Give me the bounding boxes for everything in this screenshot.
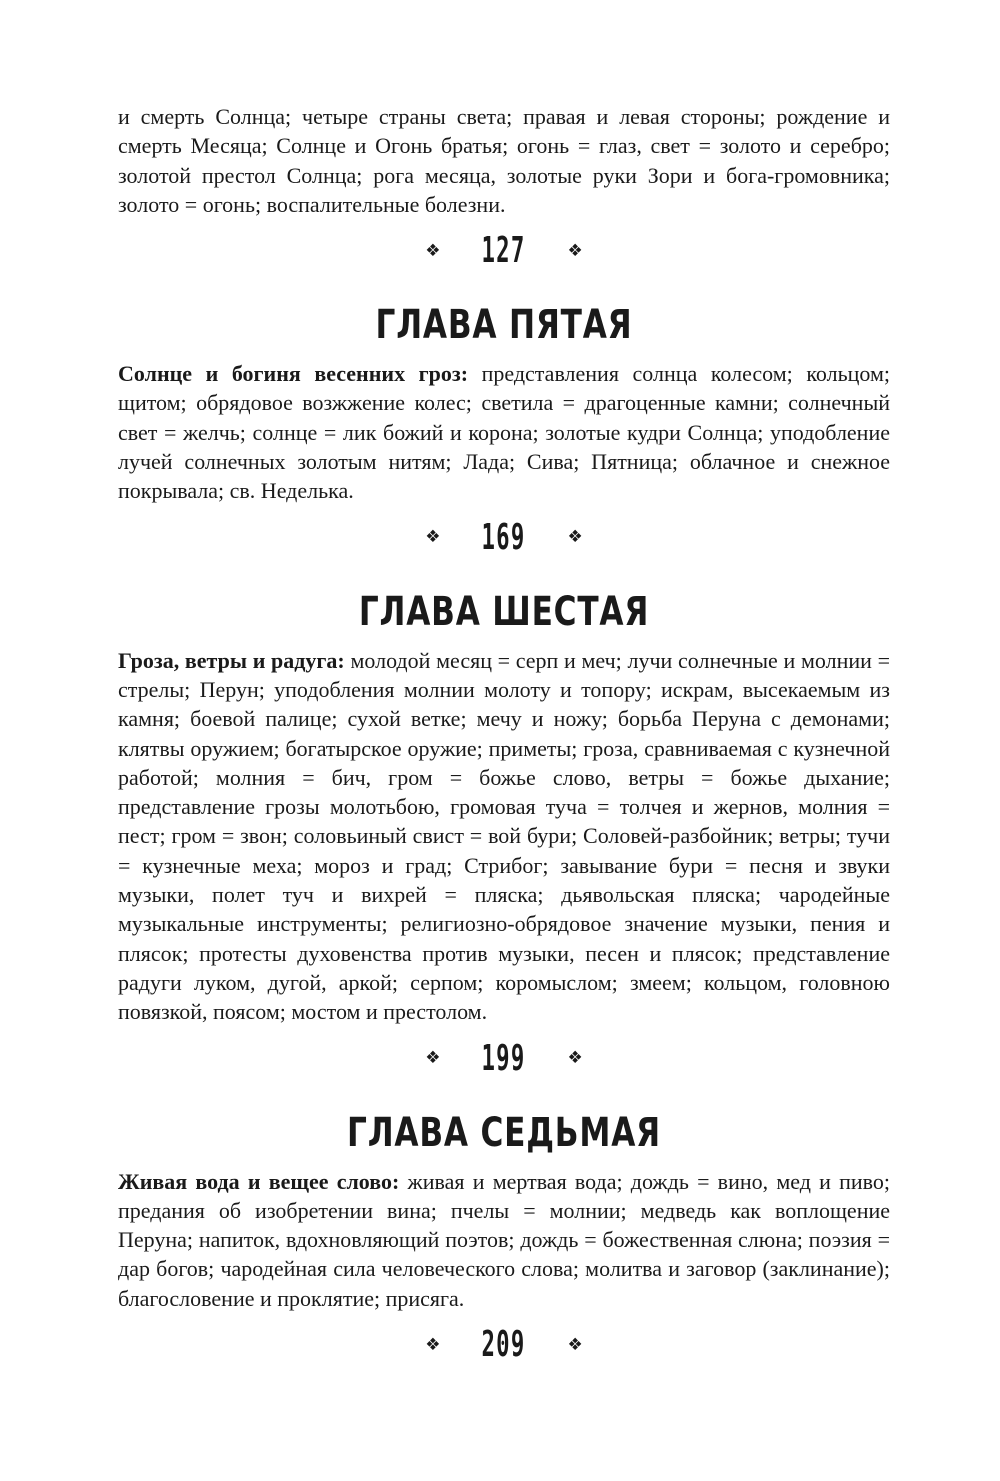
chapter-title: ГЛАВА ШЕСТАЯ (358, 588, 650, 635)
ornament-diamond-icon: ❖ (425, 527, 441, 548)
page-number: 127 (481, 230, 527, 272)
chapter-title: ГЛАВА ПЯТАЯ (375, 302, 633, 349)
chapter-lead: Живая вода и вещее слово: (118, 1168, 400, 1194)
page-number-row (118, 518, 890, 558)
ornament-diamond-icon: ❖ (425, 1048, 441, 1069)
ornament-diamond-icon: ❖ (567, 240, 583, 261)
chapter-lead: Гроза, ветры и радуга: (118, 647, 345, 673)
chapter-summary (118, 359, 890, 505)
page-number: 199 (481, 1037, 527, 1079)
page-number: 209 (481, 1324, 527, 1366)
chapter-summary (118, 646, 890, 1027)
page-number: 169 (481, 516, 527, 558)
ornament-diamond-icon: ❖ (425, 1334, 441, 1355)
chapter-text: представления солнца колесом; кольцом; щитом; обрядовое возжжение колес; светила = драгоценные камни; солнечный свет = желчь; солнце = лик божий и корона; золотые кудри Солнца; уподобление лучей солнечных золотым нитям; Лада; Сива; Пятница; облачное и снежное покрывала; св. Неделька. (118, 361, 891, 504)
book-page (118, 102, 890, 1365)
page-number-row (118, 1039, 890, 1079)
ornament-diamond-icon: ❖ (567, 1334, 583, 1355)
intro-paragraph: и смерть Солнца; четыре страны света; правая и левая стороны; рождение и смерть Месяца; Солнце и Огонь братья; огонь = глаз, свет = золото и серебро; золотой престол Солнца; рога месяца, золотые руки Зори и бога-громовника; золото = огонь; воспалительные болезни. (118, 104, 890, 217)
ornament-diamond-icon: ❖ (567, 527, 583, 548)
ornament-diamond-icon: ❖ (425, 240, 441, 261)
chapter-summary (118, 1167, 890, 1313)
page-number-row (118, 231, 890, 271)
chapter-text: молодой месяц = серп и меч; лучи солнечные и молнии = стрелы; Перун; уподобления молнии молоту и топору; искрам, высекаемым из камня; боевой палице; сухой ветке; мечу и ножу; борьба Перуна с демонами; клятвы оружием; богатырское оружие; приметы; гроза, сравниваемая с кузнечной работой; молния = бич, гром = божье слово, ветры = божье дыхание; представление грозы молотьбою, громовая туча = толчея и жернов, молния = пест; гром = звон; соловьиный свист = вой бури; Соловей-разбойник; ветры; тучи = кузнечные меха; мороз и град; Стрибог; завывание бури = песня и звуки музыки, полет туч и вихрей = пляска; дьявольская пляска; чародейные музыкальные инструменты; религиозно-обрядовое значение музыки, пения и плясок; протесты духовенства против музыки, песен и плясок; представление радуги луком, дугой, аркой; серпом; коромыслом; змеем; кольцом, головною повязкой, поясом; мостом и престолом. (118, 647, 890, 1025)
page-number-row (118, 1325, 890, 1365)
chapter-title: ГЛАВА СЕДЬМАЯ (347, 1109, 661, 1156)
chapter-text: живая и мертвая вода; дождь = вино, мед и пиво; предания об изобретении вина; пчелы = молнии; медведь как воплощение Перуна; напиток, вдохновляющий поэтов; дождь = божественная слюна; поэзия = дар богов; чародейная сила человеческого слова; молитва и заговор (заклинание); благословение и проклятие; присяга. (118, 1168, 891, 1311)
chapter-lead: Солнце и богиня весенних гроз: (118, 361, 469, 387)
ornament-diamond-icon: ❖ (567, 1048, 583, 1069)
